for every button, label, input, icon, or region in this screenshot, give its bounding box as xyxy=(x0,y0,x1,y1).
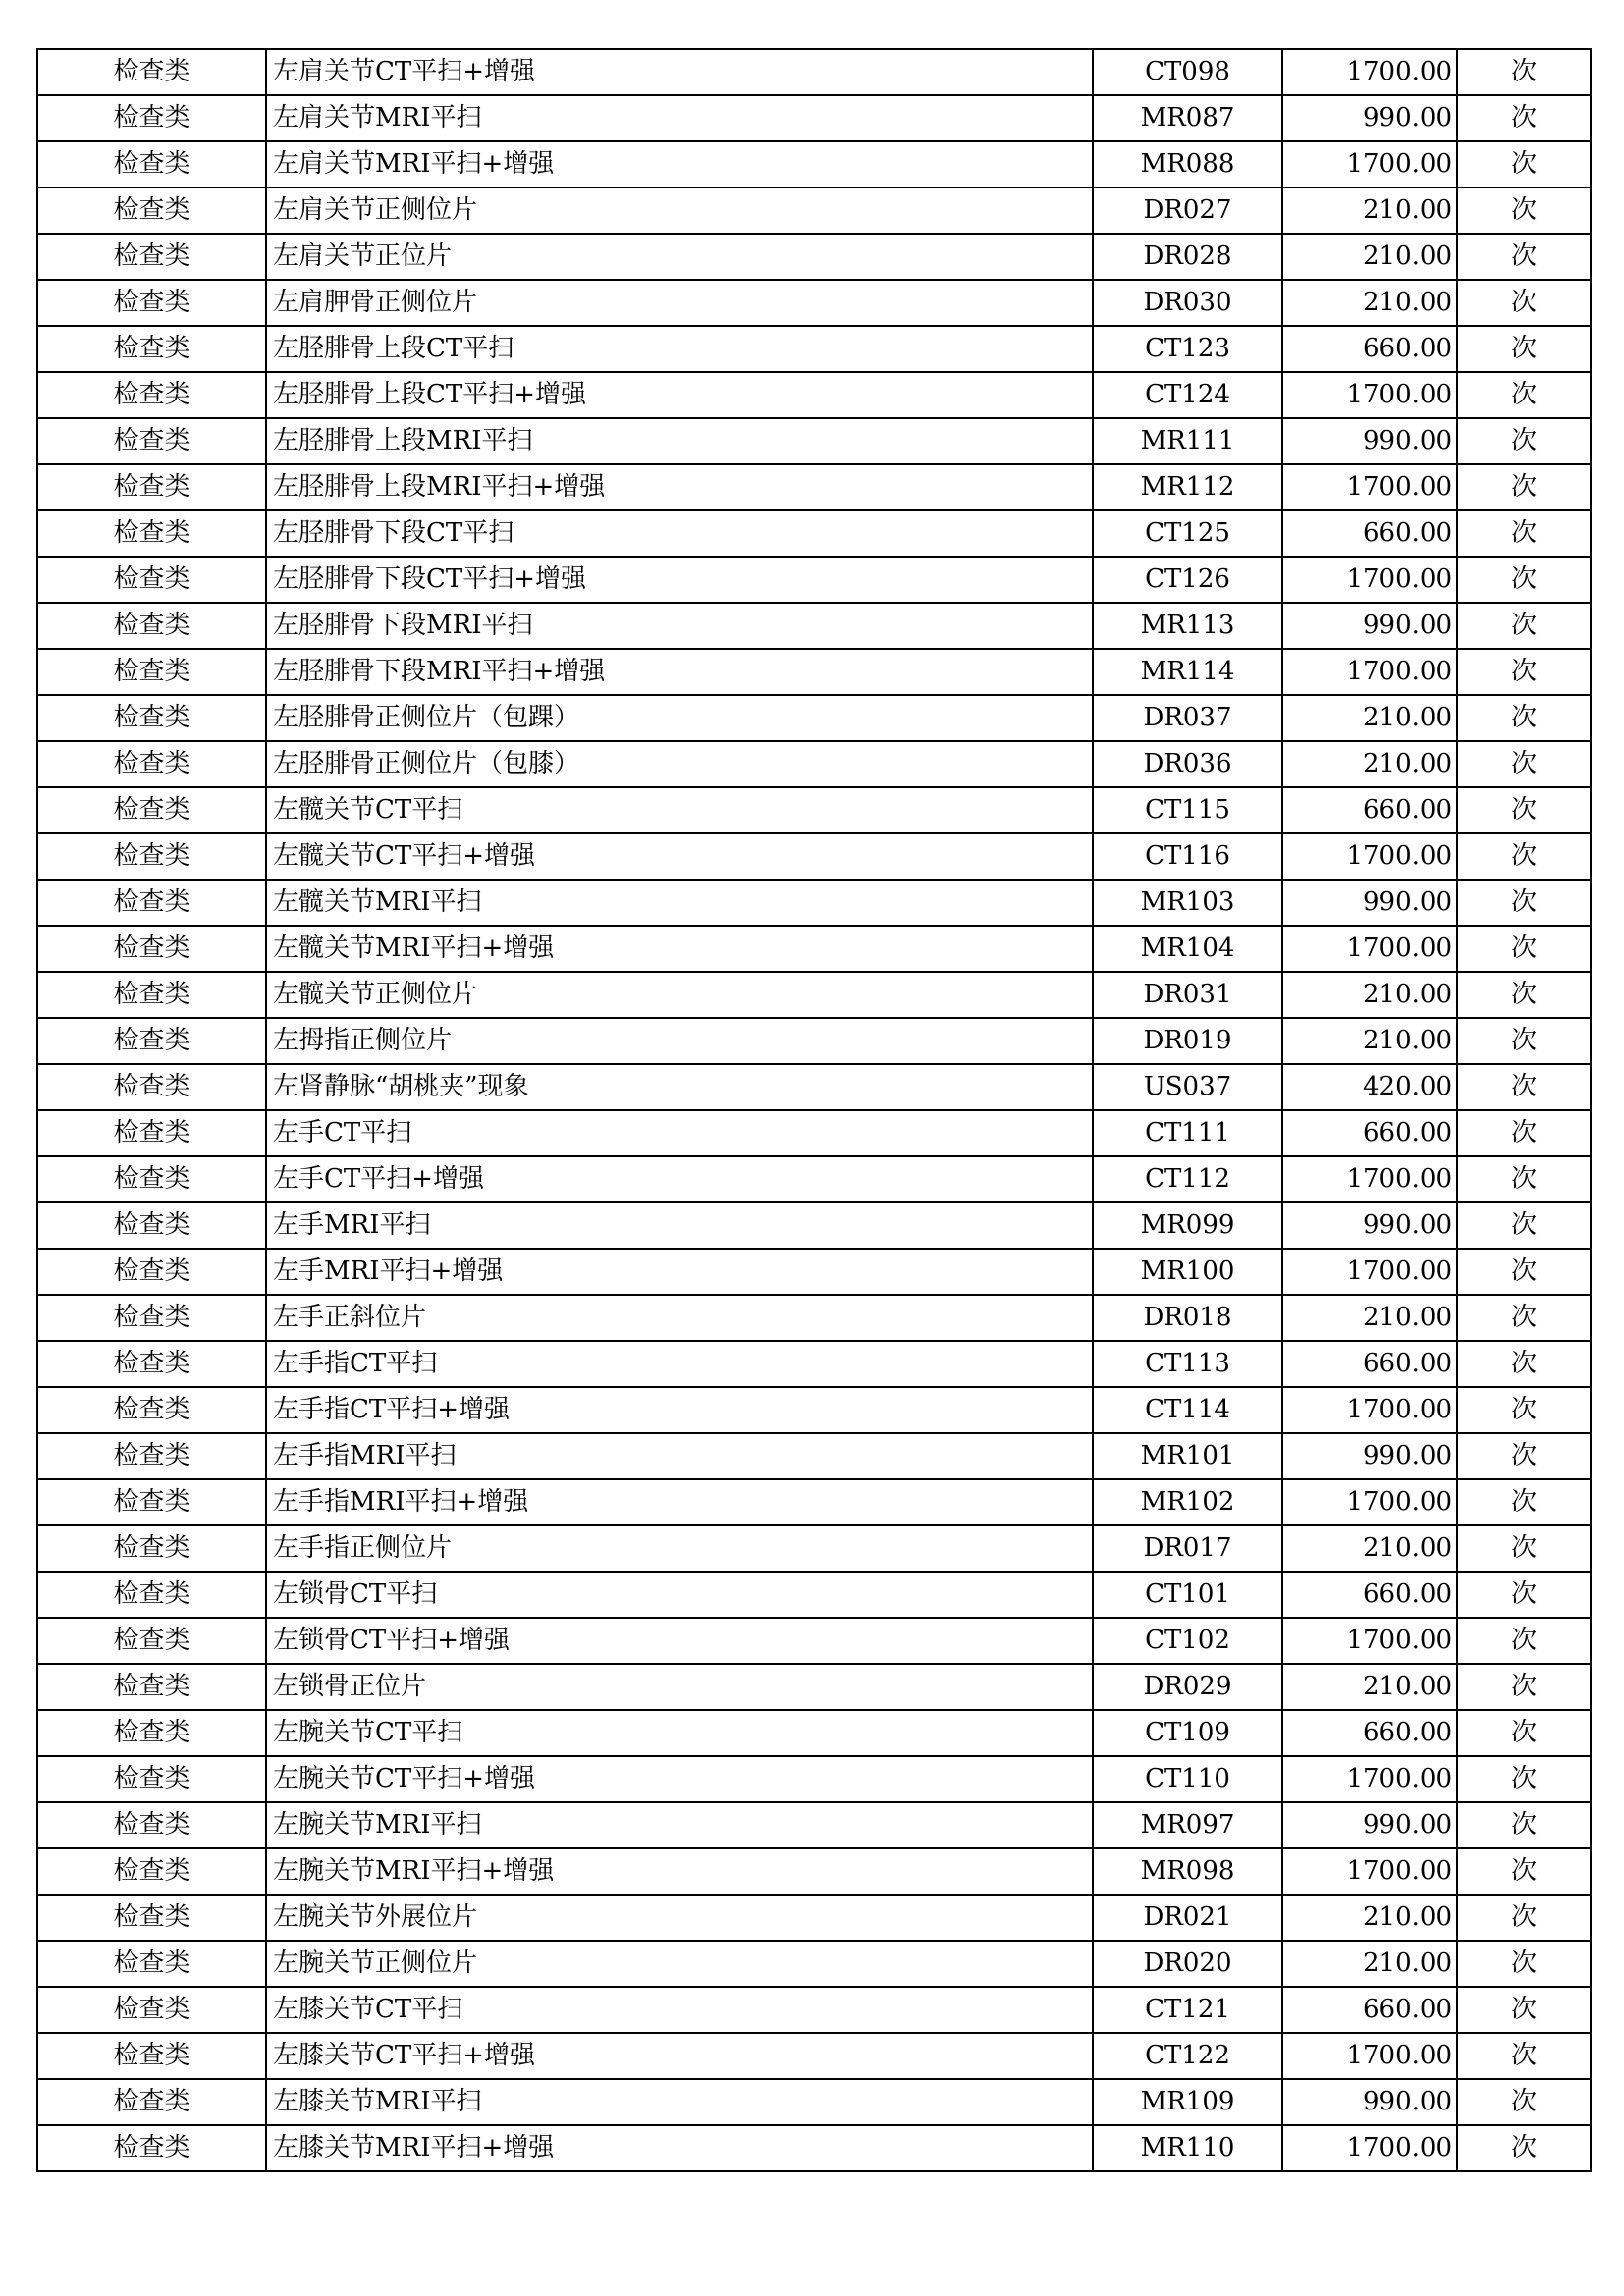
category-cell: 检查类 xyxy=(37,741,266,787)
category-cell: 检查类 xyxy=(37,1341,266,1387)
category-cell: 检查类 xyxy=(37,1479,266,1525)
item-name-cell: 左肩关节CT平扫+增强 xyxy=(266,49,1093,95)
table-row xyxy=(37,1018,1591,1064)
table-row xyxy=(37,1572,1591,1618)
item-code-cell: CT123 xyxy=(1093,326,1282,372)
price-cell: 210.00 xyxy=(1282,741,1457,787)
price-table xyxy=(36,48,1592,2172)
item-code-cell: MR113 xyxy=(1093,603,1282,649)
price-cell: 990.00 xyxy=(1282,1202,1457,1249)
price-cell: 990.00 xyxy=(1282,418,1457,464)
price-cell: 210.00 xyxy=(1282,1941,1457,1987)
price-cell: 1700.00 xyxy=(1282,1756,1457,1802)
item-code-cell: MR097 xyxy=(1093,1802,1282,1848)
unit-cell: 次 xyxy=(1457,2033,1591,2079)
unit-cell: 次 xyxy=(1457,695,1591,741)
item-code-cell: MR088 xyxy=(1093,141,1282,187)
item-code-cell: MR104 xyxy=(1093,926,1282,972)
table-row xyxy=(37,1249,1591,1295)
price-cell: 990.00 xyxy=(1282,95,1457,141)
table-row xyxy=(37,280,1591,326)
category-cell: 检查类 xyxy=(37,280,266,326)
price-cell: 990.00 xyxy=(1282,880,1457,926)
table-row xyxy=(37,741,1591,787)
price-cell: 990.00 xyxy=(1282,1433,1457,1479)
price-cell: 990.00 xyxy=(1282,1802,1457,1848)
table-row xyxy=(37,1848,1591,1895)
item-name-cell: 左手正斜位片 xyxy=(266,1295,1093,1341)
item-name-cell: 左手指MRI平扫 xyxy=(266,1433,1093,1479)
item-code-cell: DR028 xyxy=(1093,234,1282,280)
price-cell: 1700.00 xyxy=(1282,2033,1457,2079)
unit-cell: 次 xyxy=(1457,1572,1591,1618)
item-name-cell: 左胫腓骨下段CT平扫+增强 xyxy=(266,557,1093,603)
price-cell: 660.00 xyxy=(1282,1987,1457,2033)
item-code-cell: DR019 xyxy=(1093,1018,1282,1064)
category-cell: 检查类 xyxy=(37,1525,266,1572)
unit-cell: 次 xyxy=(1457,1848,1591,1895)
unit-cell: 次 xyxy=(1457,741,1591,787)
category-cell: 检查类 xyxy=(37,1295,266,1341)
item-code-cell: DR036 xyxy=(1093,741,1282,787)
item-code-cell: DR018 xyxy=(1093,1295,1282,1341)
unit-cell: 次 xyxy=(1457,972,1591,1018)
table-row xyxy=(37,1710,1591,1756)
item-code-cell: CT126 xyxy=(1093,557,1282,603)
item-name-cell: 左髋关节MRI平扫 xyxy=(266,880,1093,926)
category-cell: 检查类 xyxy=(37,1249,266,1295)
table-row xyxy=(37,1941,1591,1987)
item-name-cell: 左手MRI平扫 xyxy=(266,1202,1093,1249)
price-cell: 210.00 xyxy=(1282,1664,1457,1710)
price-cell: 990.00 xyxy=(1282,603,1457,649)
table-body xyxy=(37,49,1591,2171)
price-cell: 1700.00 xyxy=(1282,2125,1457,2171)
item-name-cell: 左手指CT平扫 xyxy=(266,1341,1093,1387)
category-cell: 检查类 xyxy=(37,141,266,187)
table-row xyxy=(37,510,1591,557)
unit-cell: 次 xyxy=(1457,372,1591,418)
category-cell: 检查类 xyxy=(37,1895,266,1941)
category-cell: 检查类 xyxy=(37,1756,266,1802)
price-cell: 660.00 xyxy=(1282,1572,1457,1618)
item-name-cell: 左手MRI平扫+增强 xyxy=(266,1249,1093,1295)
item-name-cell: 左胫腓骨下段MRI平扫 xyxy=(266,603,1093,649)
item-name-cell: 左肩关节MRI平扫+增强 xyxy=(266,141,1093,187)
category-cell: 检查类 xyxy=(37,649,266,695)
item-code-cell: MR102 xyxy=(1093,1479,1282,1525)
table-row xyxy=(37,1156,1591,1202)
table-row xyxy=(37,326,1591,372)
item-code-cell: CT101 xyxy=(1093,1572,1282,1618)
category-cell: 检查类 xyxy=(37,972,266,1018)
table-row xyxy=(37,787,1591,833)
item-code-cell: MR087 xyxy=(1093,95,1282,141)
item-name-cell: 左腕关节MRI平扫+增强 xyxy=(266,1848,1093,1895)
price-cell: 990.00 xyxy=(1282,2079,1457,2125)
unit-cell: 次 xyxy=(1457,603,1591,649)
category-cell: 检查类 xyxy=(37,1018,266,1064)
item-code-cell: CT121 xyxy=(1093,1987,1282,2033)
unit-cell: 次 xyxy=(1457,1710,1591,1756)
price-cell: 660.00 xyxy=(1282,1110,1457,1156)
unit-cell: 次 xyxy=(1457,2079,1591,2125)
item-name-cell: 左腕关节CT平扫 xyxy=(266,1710,1093,1756)
price-cell: 1700.00 xyxy=(1282,49,1457,95)
category-cell: 检查类 xyxy=(37,1156,266,1202)
table-row xyxy=(37,1987,1591,2033)
category-cell: 检查类 xyxy=(37,1433,266,1479)
price-cell: 210.00 xyxy=(1282,972,1457,1018)
unit-cell: 次 xyxy=(1457,1756,1591,1802)
item-code-cell: CT115 xyxy=(1093,787,1282,833)
category-cell: 检查类 xyxy=(37,557,266,603)
item-name-cell: 左肾静脉“胡桃夹”现象 xyxy=(266,1064,1093,1110)
table-row xyxy=(37,49,1591,95)
price-cell: 1700.00 xyxy=(1282,141,1457,187)
unit-cell: 次 xyxy=(1457,1895,1591,1941)
table-row xyxy=(37,1387,1591,1433)
price-cell: 1700.00 xyxy=(1282,464,1457,510)
unit-cell: 次 xyxy=(1457,418,1591,464)
category-cell: 检查类 xyxy=(37,787,266,833)
table-row xyxy=(37,1525,1591,1572)
item-code-cell: MR098 xyxy=(1093,1848,1282,1895)
item-name-cell: 左胫腓骨上段MRI平扫+增强 xyxy=(266,464,1093,510)
item-name-cell: 左髋关节CT平扫 xyxy=(266,787,1093,833)
unit-cell: 次 xyxy=(1457,1941,1591,1987)
category-cell: 检查类 xyxy=(37,1064,266,1110)
item-name-cell: 左胫腓骨上段CT平扫+增强 xyxy=(266,372,1093,418)
table-row xyxy=(37,880,1591,926)
category-cell: 检查类 xyxy=(37,1202,266,1249)
price-cell: 210.00 xyxy=(1282,1295,1457,1341)
table-row xyxy=(37,95,1591,141)
table-row xyxy=(37,695,1591,741)
unit-cell: 次 xyxy=(1457,833,1591,880)
item-name-cell: 左拇指正侧位片 xyxy=(266,1018,1093,1064)
category-cell: 检查类 xyxy=(37,1618,266,1664)
table-row xyxy=(37,2079,1591,2125)
item-code-cell: CT109 xyxy=(1093,1710,1282,1756)
price-cell: 1700.00 xyxy=(1282,1387,1457,1433)
table-row xyxy=(37,418,1591,464)
price-cell: 210.00 xyxy=(1282,187,1457,234)
price-cell: 660.00 xyxy=(1282,1710,1457,1756)
unit-cell: 次 xyxy=(1457,1433,1591,1479)
item-name-cell: 左膝关节CT平扫 xyxy=(266,1987,1093,2033)
item-name-cell: 左膝关节MRI平扫 xyxy=(266,2079,1093,2125)
unit-cell: 次 xyxy=(1457,649,1591,695)
category-cell: 检查类 xyxy=(37,1802,266,1848)
table-row xyxy=(37,464,1591,510)
table-row xyxy=(37,1064,1591,1110)
category-cell: 检查类 xyxy=(37,926,266,972)
category-cell: 检查类 xyxy=(37,603,266,649)
unit-cell: 次 xyxy=(1457,510,1591,557)
item-code-cell: CT116 xyxy=(1093,833,1282,880)
unit-cell: 次 xyxy=(1457,1018,1591,1064)
table-row xyxy=(37,1295,1591,1341)
item-code-cell: CT112 xyxy=(1093,1156,1282,1202)
item-name-cell: 左胫腓骨上段MRI平扫 xyxy=(266,418,1093,464)
item-name-cell: 左肩胛骨正侧位片 xyxy=(266,280,1093,326)
item-name-cell: 左肩关节正侧位片 xyxy=(266,187,1093,234)
category-cell: 检查类 xyxy=(37,1110,266,1156)
item-name-cell: 左腕关节外展位片 xyxy=(266,1895,1093,1941)
price-cell: 420.00 xyxy=(1282,1064,1457,1110)
item-name-cell: 左髋关节MRI平扫+增强 xyxy=(266,926,1093,972)
price-cell: 660.00 xyxy=(1282,326,1457,372)
table-row xyxy=(37,603,1591,649)
category-cell: 检查类 xyxy=(37,49,266,95)
price-list-page xyxy=(36,48,1590,2172)
price-cell: 210.00 xyxy=(1282,695,1457,741)
item-code-cell: CT098 xyxy=(1093,49,1282,95)
table-row xyxy=(37,1618,1591,1664)
unit-cell: 次 xyxy=(1457,1525,1591,1572)
table-row xyxy=(37,2125,1591,2171)
unit-cell: 次 xyxy=(1457,557,1591,603)
category-cell: 检查类 xyxy=(37,326,266,372)
category-cell: 检查类 xyxy=(37,510,266,557)
unit-cell: 次 xyxy=(1457,1295,1591,1341)
item-code-cell: DR027 xyxy=(1093,187,1282,234)
unit-cell: 次 xyxy=(1457,1802,1591,1848)
item-code-cell: MR099 xyxy=(1093,1202,1282,1249)
item-code-cell: MR111 xyxy=(1093,418,1282,464)
item-name-cell: 左髋关节正侧位片 xyxy=(266,972,1093,1018)
price-cell: 1700.00 xyxy=(1282,1156,1457,1202)
price-cell: 1700.00 xyxy=(1282,372,1457,418)
unit-cell: 次 xyxy=(1457,880,1591,926)
table-row xyxy=(37,1341,1591,1387)
item-name-cell: 左膝关节CT平扫+增强 xyxy=(266,2033,1093,2079)
table-row xyxy=(37,649,1591,695)
price-cell: 210.00 xyxy=(1282,1895,1457,1941)
item-code-cell: DR030 xyxy=(1093,280,1282,326)
table-row xyxy=(37,833,1591,880)
category-cell: 检查类 xyxy=(37,1387,266,1433)
unit-cell: 次 xyxy=(1457,280,1591,326)
table-row xyxy=(37,141,1591,187)
price-cell: 210.00 xyxy=(1282,234,1457,280)
table-row xyxy=(37,1479,1591,1525)
price-cell: 660.00 xyxy=(1282,1341,1457,1387)
item-name-cell: 左胫腓骨上段CT平扫 xyxy=(266,326,1093,372)
item-code-cell: DR021 xyxy=(1093,1895,1282,1941)
unit-cell: 次 xyxy=(1457,234,1591,280)
unit-cell: 次 xyxy=(1457,187,1591,234)
price-cell: 1700.00 xyxy=(1282,1479,1457,1525)
item-code-cell: DR031 xyxy=(1093,972,1282,1018)
unit-cell: 次 xyxy=(1457,1479,1591,1525)
table-row xyxy=(37,2033,1591,2079)
category-cell: 检查类 xyxy=(37,1664,266,1710)
item-code-cell: MR114 xyxy=(1093,649,1282,695)
price-cell: 660.00 xyxy=(1282,510,1457,557)
table-row xyxy=(37,1433,1591,1479)
price-cell: 1700.00 xyxy=(1282,1618,1457,1664)
item-code-cell: DR037 xyxy=(1093,695,1282,741)
item-name-cell: 左髋关节CT平扫+增强 xyxy=(266,833,1093,880)
unit-cell: 次 xyxy=(1457,464,1591,510)
item-name-cell: 左胫腓骨正侧位片（包膝） xyxy=(266,741,1093,787)
item-name-cell: 左锁骨正位片 xyxy=(266,1664,1093,1710)
price-cell: 210.00 xyxy=(1282,1525,1457,1572)
category-cell: 检查类 xyxy=(37,464,266,510)
unit-cell: 次 xyxy=(1457,1202,1591,1249)
item-name-cell: 左锁骨CT平扫 xyxy=(266,1572,1093,1618)
table-row xyxy=(37,1756,1591,1802)
item-code-cell: CT102 xyxy=(1093,1618,1282,1664)
table-row xyxy=(37,1110,1591,1156)
item-name-cell: 左腕关节正侧位片 xyxy=(266,1941,1093,1987)
category-cell: 检查类 xyxy=(37,2125,266,2171)
item-code-cell: DR020 xyxy=(1093,1941,1282,1987)
table-row xyxy=(37,557,1591,603)
category-cell: 检查类 xyxy=(37,234,266,280)
category-cell: 检查类 xyxy=(37,833,266,880)
item-code-cell: DR029 xyxy=(1093,1664,1282,1710)
unit-cell: 次 xyxy=(1457,1341,1591,1387)
table-row xyxy=(37,187,1591,234)
category-cell: 检查类 xyxy=(37,1572,266,1618)
price-cell: 210.00 xyxy=(1282,1018,1457,1064)
unit-cell: 次 xyxy=(1457,1249,1591,1295)
item-code-cell: MR101 xyxy=(1093,1433,1282,1479)
item-code-cell: MR112 xyxy=(1093,464,1282,510)
unit-cell: 次 xyxy=(1457,1618,1591,1664)
price-cell: 1700.00 xyxy=(1282,833,1457,880)
item-name-cell: 左胫腓骨下段MRI平扫+增强 xyxy=(266,649,1093,695)
item-name-cell: 左肩关节正位片 xyxy=(266,234,1093,280)
category-cell: 检查类 xyxy=(37,2079,266,2125)
unit-cell: 次 xyxy=(1457,787,1591,833)
unit-cell: 次 xyxy=(1457,926,1591,972)
table-row xyxy=(37,1664,1591,1710)
category-cell: 检查类 xyxy=(37,695,266,741)
unit-cell: 次 xyxy=(1457,1064,1591,1110)
unit-cell: 次 xyxy=(1457,1987,1591,2033)
unit-cell: 次 xyxy=(1457,141,1591,187)
unit-cell: 次 xyxy=(1457,95,1591,141)
item-code-cell: CT124 xyxy=(1093,372,1282,418)
unit-cell: 次 xyxy=(1457,1156,1591,1202)
price-cell: 1700.00 xyxy=(1282,649,1457,695)
item-code-cell: CT114 xyxy=(1093,1387,1282,1433)
price-cell: 210.00 xyxy=(1282,280,1457,326)
table-row xyxy=(37,1802,1591,1848)
unit-cell: 次 xyxy=(1457,1387,1591,1433)
table-row xyxy=(37,926,1591,972)
item-code-cell: MR109 xyxy=(1093,2079,1282,2125)
item-name-cell: 左肩关节MRI平扫 xyxy=(266,95,1093,141)
unit-cell: 次 xyxy=(1457,2125,1591,2171)
price-cell: 1700.00 xyxy=(1282,557,1457,603)
category-cell: 检查类 xyxy=(37,1848,266,1895)
item-name-cell: 左手指正侧位片 xyxy=(266,1525,1093,1572)
item-code-cell: CT125 xyxy=(1093,510,1282,557)
price-cell: 1700.00 xyxy=(1282,1249,1457,1295)
item-name-cell: 左手指MRI平扫+增强 xyxy=(266,1479,1093,1525)
category-cell: 检查类 xyxy=(37,1941,266,1987)
price-cell: 660.00 xyxy=(1282,787,1457,833)
item-code-cell: CT122 xyxy=(1093,2033,1282,2079)
table-row xyxy=(37,972,1591,1018)
table-row xyxy=(37,1895,1591,1941)
item-code-cell: DR017 xyxy=(1093,1525,1282,1572)
category-cell: 检查类 xyxy=(37,1987,266,2033)
item-name-cell: 左胫腓骨正侧位片（包踝） xyxy=(266,695,1093,741)
item-code-cell: US037 xyxy=(1093,1064,1282,1110)
unit-cell: 次 xyxy=(1457,49,1591,95)
item-code-cell: MR103 xyxy=(1093,880,1282,926)
category-cell: 检查类 xyxy=(37,2033,266,2079)
table-row xyxy=(37,234,1591,280)
category-cell: 检查类 xyxy=(37,880,266,926)
category-cell: 检查类 xyxy=(37,187,266,234)
item-name-cell: 左腕关节CT平扫+增强 xyxy=(266,1756,1093,1802)
item-name-cell: 左锁骨CT平扫+增强 xyxy=(266,1618,1093,1664)
item-name-cell: 左胫腓骨下段CT平扫 xyxy=(266,510,1093,557)
price-cell: 1700.00 xyxy=(1282,1848,1457,1895)
price-cell: 1700.00 xyxy=(1282,926,1457,972)
item-code-cell: MR110 xyxy=(1093,2125,1282,2171)
table-row xyxy=(37,1202,1591,1249)
item-code-cell: CT113 xyxy=(1093,1341,1282,1387)
item-code-cell: CT111 xyxy=(1093,1110,1282,1156)
category-cell: 检查类 xyxy=(37,418,266,464)
item-code-cell: CT110 xyxy=(1093,1756,1282,1802)
category-cell: 检查类 xyxy=(37,372,266,418)
item-name-cell: 左膝关节MRI平扫+增强 xyxy=(266,2125,1093,2171)
category-cell: 检查类 xyxy=(37,95,266,141)
table-row xyxy=(37,372,1591,418)
unit-cell: 次 xyxy=(1457,1110,1591,1156)
item-name-cell: 左腕关节MRI平扫 xyxy=(266,1802,1093,1848)
item-name-cell: 左手CT平扫+增强 xyxy=(266,1156,1093,1202)
unit-cell: 次 xyxy=(1457,326,1591,372)
item-name-cell: 左手CT平扫 xyxy=(266,1110,1093,1156)
unit-cell: 次 xyxy=(1457,1664,1591,1710)
item-code-cell: MR100 xyxy=(1093,1249,1282,1295)
category-cell: 检查类 xyxy=(37,1710,266,1756)
item-name-cell: 左手指CT平扫+增强 xyxy=(266,1387,1093,1433)
